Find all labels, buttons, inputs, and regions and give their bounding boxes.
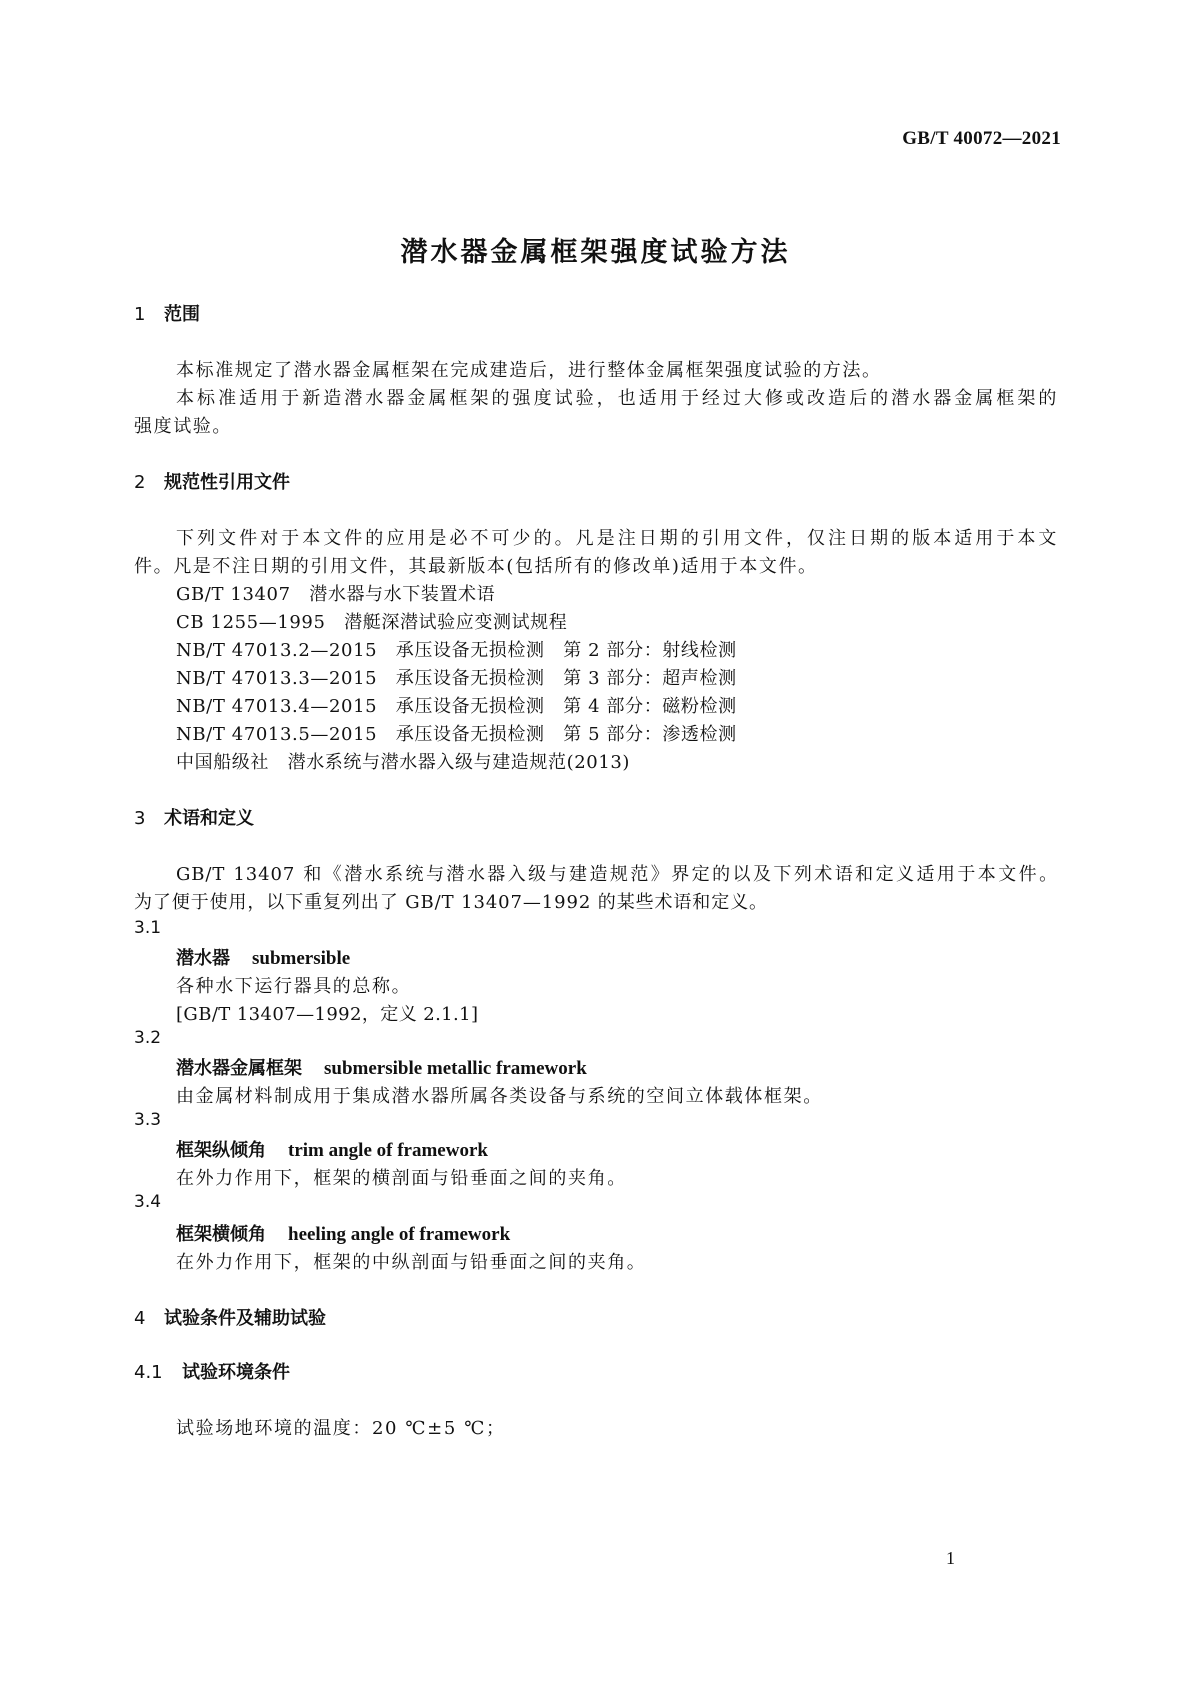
section-1-para-2-line-1: 本标准适用于新造潜水器金属框架的强度试验，也适用于经过大修或改造后的潜水器金属框架的 — [176, 388, 1058, 409]
document-title: 潜水器金属框架强度试验方法 — [400, 237, 791, 268]
section-title: 规范性引用文件 — [164, 472, 290, 493]
reference-item: NB/T 47013.2—2015 承压设备无损检测 第 2 部分：射线检测 — [176, 640, 737, 661]
term-zh: 框架横倾角 — [176, 1224, 266, 1245]
term-en: heeling angle of framework — [288, 1224, 511, 1245]
term-number: 3.4 — [134, 1192, 162, 1212]
term-en: trim angle of framework — [288, 1140, 488, 1161]
reference-item: NB/T 47013.4—2015 承压设备无损检测 第 4 部分：磁粉检测 — [176, 696, 737, 717]
section-title: 范围 — [164, 304, 200, 325]
reference-item: NB/T 47013.3—2015 承压设备无损检测 第 3 部分：超声检测 — [176, 668, 737, 689]
term-zh: 潜水器 — [176, 948, 230, 969]
term-number: 3.2 — [134, 1028, 162, 1048]
term-heading — [176, 944, 350, 970]
subsection-number: 4.1 — [134, 1362, 163, 1383]
reference-item: CB 1255—1995 潜艇深潜试验应变测试规程 — [176, 612, 568, 633]
reference-item: NB/T 47013.5—2015 承压设备无损检测 第 5 部分：渗透检测 — [176, 724, 737, 745]
section-number: 3 — [134, 808, 146, 829]
standard-code: GB/T 40072—2021 — [902, 128, 1061, 149]
subsection-title: 试验环境条件 — [182, 1362, 290, 1383]
term-zh: 潜水器金属框架 — [176, 1058, 302, 1079]
section-number: 4 — [134, 1308, 146, 1329]
section-3-intro-line-1: GB/T 13407 和《潜水系统与潜水器入级与建造规范》界定的以及下列术语和定义适用于本文件。 — [176, 864, 1058, 885]
subsection-4-1-heading — [134, 1358, 290, 1384]
term-zh: 框架纵倾角 — [176, 1140, 266, 1161]
section-2-heading — [134, 468, 290, 494]
section-3-heading — [134, 804, 254, 830]
term-number: 3.3 — [134, 1110, 162, 1130]
section-1-para-2-line-2: 强度试验。 — [134, 416, 232, 437]
term-en: submersible metallic framework — [324, 1058, 587, 1079]
term-heading — [176, 1136, 488, 1162]
term-source: [GB/T 13407—1992，定义 2.1.1] — [176, 1004, 479, 1025]
page-number: 1 — [946, 1548, 955, 1568]
section-2-intro-line-1: 下列文件对于本文件的应用是必不可少的。凡是注日期的引用文件，仅注日期的版本适用于本文 — [176, 528, 1058, 549]
term-definition: 各种水下运行器具的总称。 — [176, 976, 412, 997]
section-4-heading — [134, 1304, 326, 1330]
section-1-para-1: 本标准规定了潜水器金属框架在完成建造后，进行整体金属框架强度试验的方法。 — [176, 360, 882, 381]
term-definition: 在外力作用下，框架的中纵剖面与铅垂面之间的夹角。 — [176, 1252, 647, 1273]
section-title: 试验条件及辅助试验 — [164, 1308, 326, 1329]
section-title: 术语和定义 — [164, 808, 254, 829]
section-3-intro-line-2: 为了便于使用，以下重复列出了 GB/T 13407—1992 的某些术语和定义。 — [134, 892, 768, 913]
reference-item: GB/T 13407 潜水器与水下装置术语 — [176, 584, 496, 605]
term-heading — [176, 1054, 587, 1080]
term-number: 3.1 — [134, 918, 162, 938]
term-definition: 由金属材料制成用于集成潜水器所属各类设备与系统的空间立体载体框架。 — [176, 1086, 823, 1107]
section-4-1-line-1: 试验场地环境的温度：20 ℃±5 ℃； — [176, 1418, 506, 1439]
section-number: 2 — [134, 472, 146, 493]
term-en: submersible — [252, 948, 351, 969]
section-number: 1 — [134, 304, 146, 325]
reference-item: 中国船级社 潜水系统与潜水器入级与建造规范(2013) — [176, 752, 631, 773]
section-1-heading — [134, 300, 200, 326]
term-heading — [176, 1220, 510, 1246]
term-definition: 在外力作用下，框架的横剖面与铅垂面之间的夹角。 — [176, 1168, 627, 1189]
section-2-intro-line-2: 件。凡是不注日期的引用文件，其最新版本(包括所有的修改单)适用于本文件。 — [134, 556, 818, 577]
